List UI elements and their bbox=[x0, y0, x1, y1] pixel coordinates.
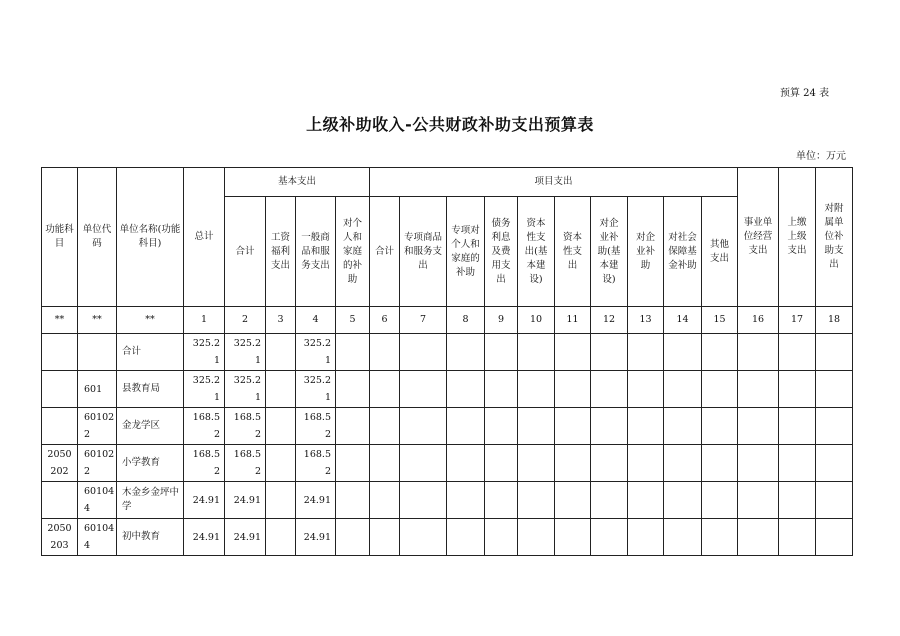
column-index-cell: ** bbox=[117, 307, 184, 334]
empty-cell bbox=[370, 408, 400, 445]
column-index-cell: 10 bbox=[518, 307, 555, 334]
empty-cell bbox=[738, 371, 779, 408]
header-project-col: 专项商品和服务支出 bbox=[400, 197, 447, 307]
empty-cell bbox=[555, 334, 591, 371]
header-project-col: 资本性支出 bbox=[555, 197, 591, 307]
total-cell: 24.91 bbox=[184, 482, 225, 519]
empty-cell bbox=[518, 482, 555, 519]
empty-cell bbox=[518, 519, 555, 556]
empty-cell bbox=[370, 445, 400, 482]
empty-cell bbox=[738, 519, 779, 556]
goods-services-cell: 168.5 2 bbox=[296, 408, 336, 445]
unit-code-cell: 601 bbox=[78, 371, 117, 408]
empty-cell bbox=[555, 445, 591, 482]
empty-cell bbox=[816, 408, 853, 445]
goods-services-cell: 325.2 1 bbox=[296, 334, 336, 371]
header-basic-col: 对个人和家庭的补助 bbox=[336, 197, 370, 307]
column-index-cell: 13 bbox=[628, 307, 664, 334]
header-duifushu: 对附属单位补助支出 bbox=[816, 168, 853, 307]
empty-cell bbox=[664, 519, 702, 556]
empty-cell bbox=[447, 371, 485, 408]
column-index-cell: 16 bbox=[738, 307, 779, 334]
empty-cell bbox=[555, 371, 591, 408]
table-row bbox=[42, 445, 853, 482]
empty-cell bbox=[628, 334, 664, 371]
page-title: 上级补助收入-公共财政补助支出预算表 bbox=[306, 115, 594, 134]
goods-services-cell: 168.5 2 bbox=[296, 445, 336, 482]
empty-cell bbox=[816, 371, 853, 408]
basic-total-cell: 24.91 bbox=[225, 519, 266, 556]
empty-cell bbox=[702, 334, 738, 371]
total-cell: 168.5 2 bbox=[184, 408, 225, 445]
empty-cell bbox=[485, 519, 518, 556]
empty-cell bbox=[664, 445, 702, 482]
basic-total-cell: 168.5 2 bbox=[225, 445, 266, 482]
header-basic-col: 工资福利支出 bbox=[266, 197, 296, 307]
header-unit-code: 单位代码 bbox=[78, 168, 117, 307]
column-index-cell: 4 bbox=[296, 307, 336, 334]
unit-code-cell bbox=[78, 334, 117, 371]
empty-cell bbox=[628, 371, 664, 408]
header-shangjiao: 上缴上级支出 bbox=[779, 168, 816, 307]
empty-cell bbox=[400, 482, 447, 519]
header-project-col: 对企业补助 bbox=[628, 197, 664, 307]
goods-services-cell: 24.91 bbox=[296, 482, 336, 519]
column-index-cell: ** bbox=[42, 307, 78, 334]
empty-cell bbox=[266, 482, 296, 519]
unit-name-cell: 县教育局 bbox=[117, 371, 184, 408]
empty-cell bbox=[447, 408, 485, 445]
empty-cell bbox=[779, 371, 816, 408]
empty-cell bbox=[779, 482, 816, 519]
empty-cell bbox=[336, 334, 370, 371]
empty-cell bbox=[738, 334, 779, 371]
empty-cell bbox=[266, 408, 296, 445]
empty-cell bbox=[816, 334, 853, 371]
empty-cell bbox=[591, 334, 628, 371]
column-index-cell: 6 bbox=[370, 307, 400, 334]
empty-cell bbox=[591, 371, 628, 408]
empty-cell bbox=[447, 334, 485, 371]
total-cell: 325.2 1 bbox=[184, 371, 225, 408]
header-shiye: 事业单位经营支出 bbox=[738, 168, 779, 307]
table-row bbox=[42, 519, 853, 556]
column-index-cell: 1 bbox=[184, 307, 225, 334]
total-cell: 24.91 bbox=[184, 519, 225, 556]
column-index-cell: 12 bbox=[591, 307, 628, 334]
empty-cell bbox=[738, 482, 779, 519]
header-unit-name: 单位名称(功能科目) bbox=[117, 168, 184, 307]
empty-cell bbox=[485, 371, 518, 408]
basic-total-cell: 24.91 bbox=[225, 482, 266, 519]
header-func: 功能科目 bbox=[42, 168, 78, 307]
header-basic-col: 合计 bbox=[225, 197, 266, 307]
empty-cell bbox=[664, 482, 702, 519]
empty-cell bbox=[266, 519, 296, 556]
header-total: 总计 bbox=[184, 168, 225, 307]
empty-cell bbox=[664, 371, 702, 408]
empty-cell bbox=[702, 408, 738, 445]
empty-cell bbox=[591, 482, 628, 519]
total-cell: 168.5 2 bbox=[184, 445, 225, 482]
header-project-col: 对企业补助(基本建设) bbox=[591, 197, 628, 307]
empty-cell bbox=[485, 408, 518, 445]
empty-cell bbox=[266, 371, 296, 408]
empty-cell bbox=[518, 334, 555, 371]
empty-cell bbox=[400, 519, 447, 556]
empty-cell bbox=[738, 445, 779, 482]
unit-code-cell: 60102 2 bbox=[78, 445, 117, 482]
empty-cell bbox=[266, 334, 296, 371]
header-project-col: 合计 bbox=[370, 197, 400, 307]
empty-cell bbox=[518, 445, 555, 482]
empty-cell bbox=[702, 482, 738, 519]
empty-cell bbox=[816, 482, 853, 519]
empty-cell bbox=[400, 445, 447, 482]
unit-name-cell: 合计 bbox=[117, 334, 184, 371]
unit-name-cell: 金龙学区 bbox=[117, 408, 184, 445]
empty-cell bbox=[555, 408, 591, 445]
column-index-cell: 18 bbox=[816, 307, 853, 334]
empty-cell bbox=[779, 519, 816, 556]
func-cell bbox=[42, 482, 78, 519]
empty-cell bbox=[628, 408, 664, 445]
column-index-cell: 7 bbox=[400, 307, 447, 334]
header-project-col: 其他支出 bbox=[702, 197, 738, 307]
table-row bbox=[42, 371, 853, 408]
empty-cell bbox=[370, 334, 400, 371]
empty-cell bbox=[485, 445, 518, 482]
empty-cell bbox=[447, 519, 485, 556]
column-index-cell: 5 bbox=[336, 307, 370, 334]
empty-cell bbox=[266, 445, 296, 482]
empty-cell bbox=[336, 519, 370, 556]
empty-cell bbox=[702, 519, 738, 556]
header-project-col: 对社会保障基金补助 bbox=[664, 197, 702, 307]
budget-table bbox=[41, 167, 853, 556]
empty-cell bbox=[518, 371, 555, 408]
empty-cell bbox=[628, 482, 664, 519]
header-project: 项目支出 bbox=[370, 168, 738, 197]
func-cell: 2050 203 bbox=[42, 519, 78, 556]
empty-cell bbox=[779, 445, 816, 482]
empty-cell bbox=[447, 482, 485, 519]
empty-cell bbox=[400, 334, 447, 371]
empty-cell bbox=[485, 482, 518, 519]
unit-name-cell: 木金乡金坪中学 bbox=[117, 482, 184, 519]
basic-total-cell: 325.2 1 bbox=[225, 371, 266, 408]
column-index-cell: 14 bbox=[664, 307, 702, 334]
table-row bbox=[42, 408, 853, 445]
empty-cell bbox=[779, 334, 816, 371]
column-index-cell: 2 bbox=[225, 307, 266, 334]
empty-cell bbox=[400, 371, 447, 408]
column-index-cell: 15 bbox=[702, 307, 738, 334]
empty-cell bbox=[518, 408, 555, 445]
empty-cell bbox=[591, 408, 628, 445]
empty-cell bbox=[591, 445, 628, 482]
empty-cell bbox=[628, 445, 664, 482]
empty-cell bbox=[336, 445, 370, 482]
table-number-label: 预算 24 表 bbox=[780, 88, 830, 99]
empty-cell bbox=[664, 334, 702, 371]
empty-cell bbox=[816, 519, 853, 556]
empty-cell bbox=[664, 408, 702, 445]
empty-cell bbox=[370, 482, 400, 519]
empty-cell bbox=[738, 408, 779, 445]
column-index-cell: 3 bbox=[266, 307, 296, 334]
empty-cell bbox=[370, 519, 400, 556]
empty-cell bbox=[370, 371, 400, 408]
func-cell bbox=[42, 371, 78, 408]
empty-cell bbox=[485, 334, 518, 371]
empty-cell bbox=[400, 408, 447, 445]
goods-services-cell: 325.2 1 bbox=[296, 371, 336, 408]
func-cell: 2050 202 bbox=[42, 445, 78, 482]
table-row bbox=[42, 482, 853, 519]
empty-cell bbox=[702, 371, 738, 408]
unit-code-cell: 60104 4 bbox=[78, 482, 117, 519]
empty-cell bbox=[555, 519, 591, 556]
empty-cell bbox=[591, 519, 628, 556]
unit-code-cell: 60104 4 bbox=[78, 519, 117, 556]
total-cell: 325.2 1 bbox=[184, 334, 225, 371]
column-index-cell: 8 bbox=[447, 307, 485, 334]
header-basic: 基本支出 bbox=[225, 168, 370, 197]
empty-cell bbox=[555, 482, 591, 519]
unit-name-cell: 初中教育 bbox=[117, 519, 184, 556]
empty-cell bbox=[702, 445, 738, 482]
unit-label: 单位：万元 bbox=[796, 151, 846, 162]
column-index-cell: 11 bbox=[555, 307, 591, 334]
column-index-cell: 17 bbox=[779, 307, 816, 334]
empty-cell bbox=[336, 408, 370, 445]
basic-total-cell: 325.2 1 bbox=[225, 334, 266, 371]
goods-services-cell: 24.91 bbox=[296, 519, 336, 556]
header-basic-col: 一般商品和服务支出 bbox=[296, 197, 336, 307]
empty-cell bbox=[628, 519, 664, 556]
unit-code-cell: 60102 2 bbox=[78, 408, 117, 445]
empty-cell bbox=[816, 445, 853, 482]
func-cell bbox=[42, 408, 78, 445]
column-index-cell: 9 bbox=[485, 307, 518, 334]
column-index-cell: ** bbox=[78, 307, 117, 334]
empty-cell bbox=[336, 482, 370, 519]
basic-total-cell: 168.5 2 bbox=[225, 408, 266, 445]
empty-cell bbox=[336, 371, 370, 408]
func-cell bbox=[42, 334, 78, 371]
header-project-col: 债务利息及费用支出 bbox=[485, 197, 518, 307]
empty-cell bbox=[447, 445, 485, 482]
table-row bbox=[42, 334, 853, 371]
header-project-col: 资本性支出(基本建设) bbox=[518, 197, 555, 307]
header-project-col: 专项对个人和家庭的补助 bbox=[447, 197, 485, 307]
empty-cell bbox=[779, 408, 816, 445]
unit-name-cell: 小学教育 bbox=[117, 445, 184, 482]
